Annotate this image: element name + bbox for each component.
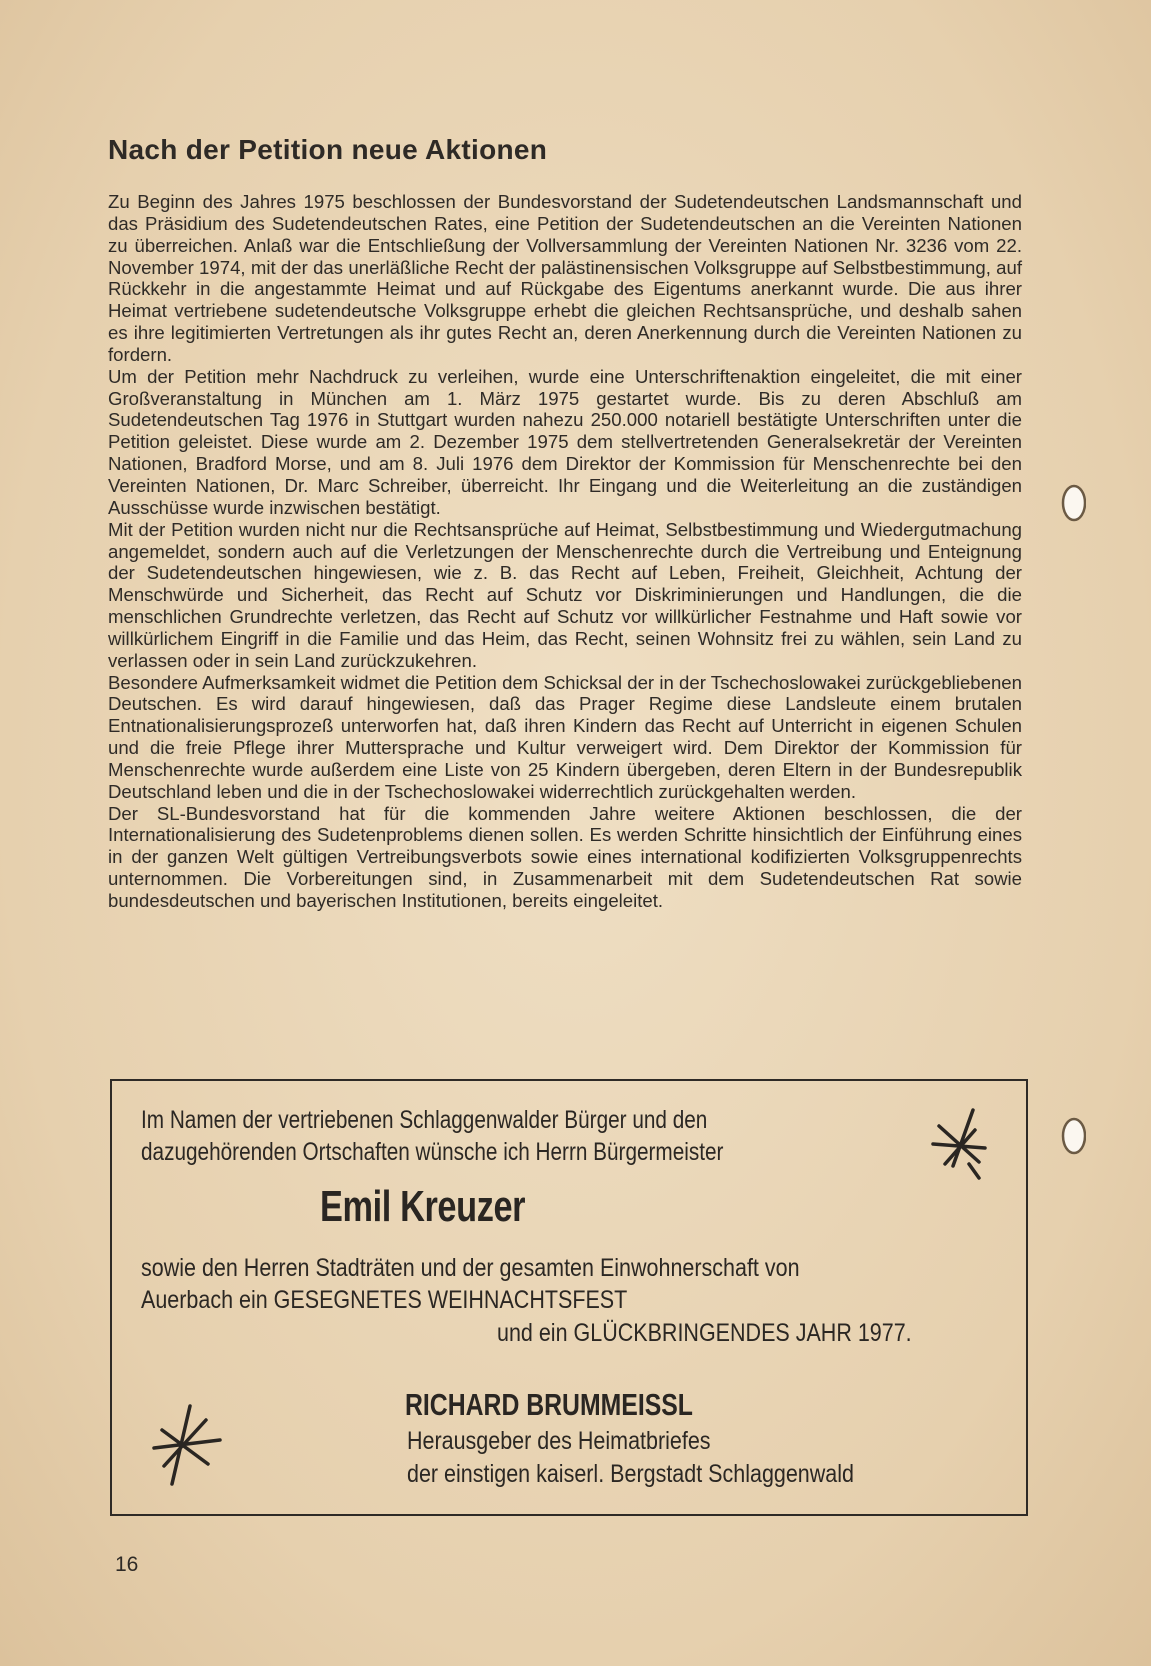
greeting-line-5: und ein GLÜCKBRINGENDES JAHR 1977. — [497, 1319, 912, 1347]
article-paragraph: Der SL-Bundesvorstand hat für die kommenden Jahre weitere Aktionen beschlossen, die der Internationalisierung des Sudetenproblems dienen sollen. Es werden Schritte hinsichtlich der Einführung eines in der ganzen Welt gültigen Vertreibungsverbots sowie eines international kodifizierten Volksgruppenrechts unternommen. Die Vorbereitungen sind, in Zusammenarbeit mit dem Sudetendeutschen Rat sowie bundesdeutschen und bayerischen Institutionen, bereits eingeleitet. — [108, 802, 1022, 911]
greeting-line-2: dazugehörenden Ortschaften wünsche ich Herrn Bürgermeister — [141, 1138, 724, 1166]
greeting-line-4: Auerbach ein GESEGNETES WEIHNACHTSFEST — [141, 1286, 628, 1314]
greeting-recipient-name: Emil Kreuzer — [320, 1182, 526, 1231]
signer-role-line-2: der einstigen kaiserl. Bergstadt Schlaggenwald — [407, 1460, 854, 1488]
article-paragraph: Besondere Aufmerksamkeit widmet die Petition dem Schicksal der in der Tschechoslowakei zurückgebliebenen Deutschen. Es wird darauf hingewiesen, daß das Prager Regime diese Landsleute einem brutalen Entnationalisierungsprozeß unterworfen hat, daß ihren Kindern das Recht auf Unterricht in eigenen Schulen und die freie Pflege ihrer Muttersprache und Kultur verweigert wird. Dem Direktor der Kommission für Menschenrechte wurde außerdem eine Liste von 25 Kindern übergeben, deren Eltern in der Bundesrepublik Deutschland leben und die in der Tschechoslowakei widerrechtlich zurückgehalten werden. — [108, 671, 1022, 802]
greeting-line-3: sowie den Herren Stadträten und der gesamten Einwohnerschaft von — [141, 1254, 800, 1282]
signer-name: RICHARD BRUMMEISSL — [405, 1387, 693, 1422]
greeting-line-1: Im Namen der vertriebenen Schlaggenwalder Bürger und den — [141, 1106, 708, 1134]
star-signature-icon — [925, 1104, 995, 1184]
article-title: Nach der Petition neue Aktionen — [108, 134, 548, 165]
article-paragraph: Zu Beginn des Jahres 1975 beschlossen der Bundesvorstand der Sudetendeutschen Landsmannschaft und das Präsidium des Sudetendeutschen Rates, eine Petition der Sudetendeutschen an die Vereinten Nationen zu überreichen. Anlaß war die Entschließung der Vollversammlung der Vereinten Nationen Nr. 3236 vom 22. November 1974, mit der das unerläßliche Recht der palästinensischen Volksgruppe auf Selbstbestimmung, auf Rückkehr in die angestammte Heimat und auf Rückgabe des Eigentums anerkannt wurde. Die aus ihrer Heimat vertriebene sudetendeutsche Volksgruppe erhebt die gleichen Rechtsansprüche, und deshalb sahen es ihre legitimierten Vertretungen als ihr gutes Recht an, deren Anerkennung durch die Vereinten Nationen zu fordern. — [108, 191, 1022, 365]
article-paragraph: Mit der Petition wurden nicht nur die Rechtsansprüche auf Heimat, Selbstbestimmung und Wiedergutmachung angemeldet, sondern auch auf die Verletzungen der Menschenrechte durch die Vertreibung und Enteignung der Sudetendeutschen hingewiesen, wie z. B. das Recht auf Leben, Freiheit, Gleichheit, Achtung der Menschwürde und Sicherheit, das Recht auf Schutz vor Diskriminierungen und Handlungen, die die menschlichen Grundrechte verletzen, das Recht auf Schutz vor willkürlicher Festnahme und Haft sowie vor willkürlichem Eingriff in die Familie und das Heim, das Recht, seinen Wohnsitz frei zu wählen, sein Land zu verlassen oder in sein Land zurückzukehren. — [108, 518, 1022, 671]
star-signature-icon — [150, 1400, 230, 1490]
punch-hole-icon — [1060, 1117, 1086, 1155]
article-paragraph: Um der Petition mehr Nachdruck zu verleihen, wurde eine Unterschriftenaktion eingeleitet, die mit einer Großveranstaltung in München am 1. März 1975 gestartet wurde. Bis zu deren Abschluß am Sudetendeutschen Tag 1976 in Stuttgart wurden nahezu 250.000 notariell bestätigte Unterschriften unter die Petition geleistet. Diese wurde am 2. Dezember 1975 dem stellvertretenden Generalsekretär der Vereinten Nationen, Bradford Morse, und am 8. Juli 1976 dem Direktor der Kommission für Menschenrechte bei den Vereinten Nationen, Dr. Marc Schreiber, überreicht. Ihr Eingang und die Weiterleitung an die zuständigen Ausschüsse wurde inzwischen bestätigt. — [108, 365, 1022, 518]
page-number: 16 — [115, 1553, 139, 1576]
signer-role-line-1: Herausgeber des Heimatbriefes — [407, 1427, 711, 1455]
article-body — [108, 191, 1022, 912]
punch-hole-icon — [1060, 484, 1086, 522]
